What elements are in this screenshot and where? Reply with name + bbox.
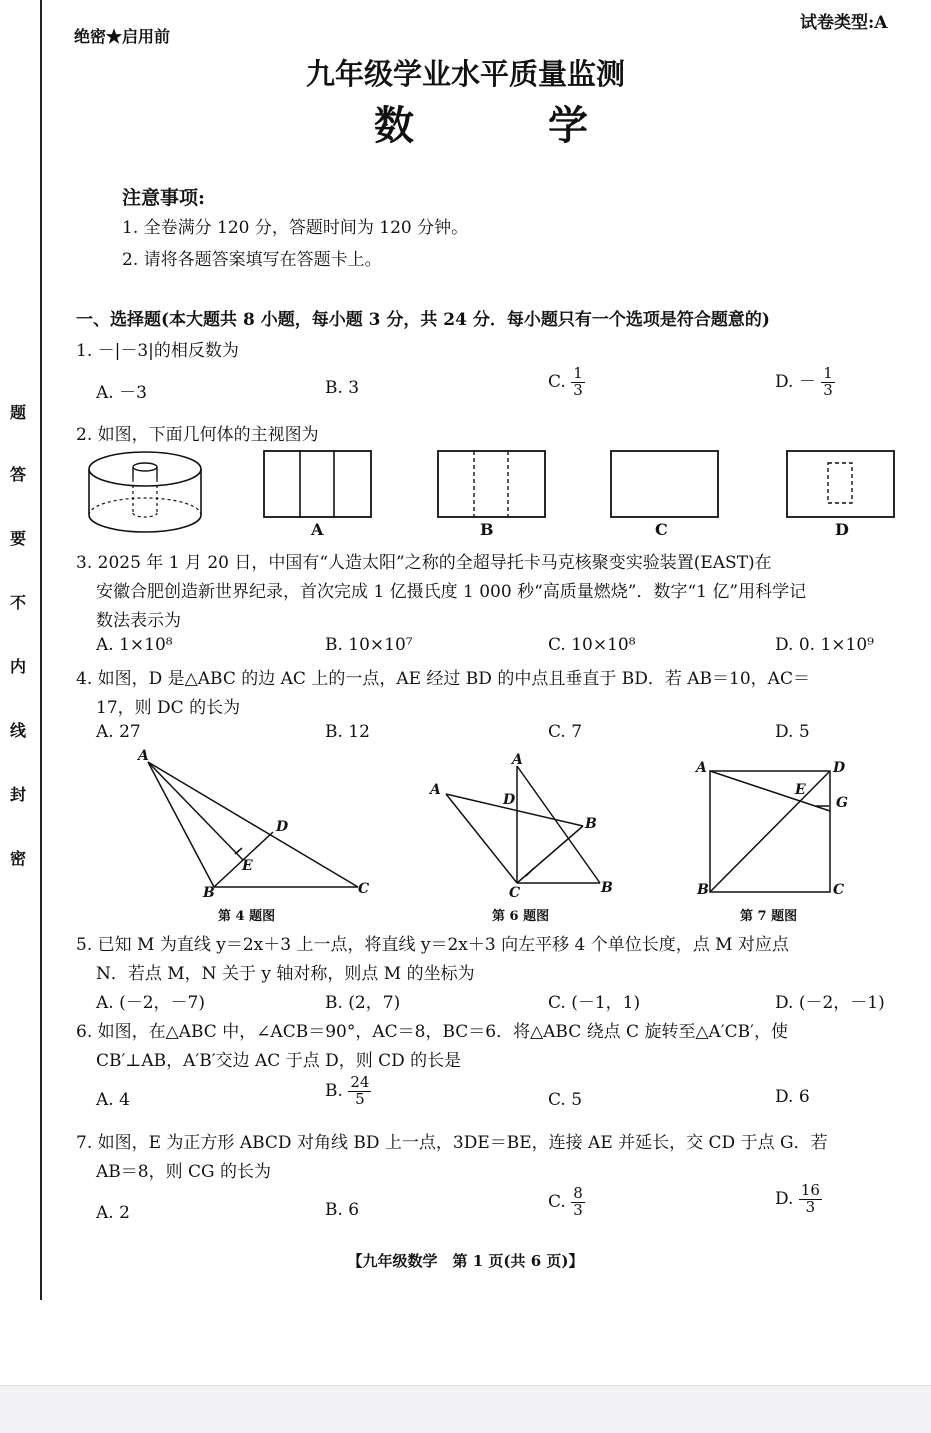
view-label-d: D [835,520,849,539]
q7-option-d [775,1183,822,1216]
seal-char: 线 [10,721,27,740]
q7-option-d-prefix: D. [775,1188,794,1209]
section-heading: 一、选择题(本大题共 8 小题，每小题 3 分，共 24 分．每小题只有一个选项是符合题意的) [76,310,770,330]
q1-option-d-prefix: D. － [775,371,816,392]
fig6-label-b-prime: B [585,816,597,832]
q7-option-c [548,1186,585,1219]
q6-option-d: D. 6 [775,1087,810,1107]
question-1-stem: 1. －|－3|的相反数为 [76,341,239,361]
q3-option-a: A. 1×10⁸ [96,635,173,655]
question-6-line-1: 6. 如图，在△ABC 中，∠ACB＝90°，AC＝8，BC＝6．将△ABC 绕点 C 旋转至△A′CB′，使 [76,1022,789,1042]
seal-char: 要 [10,529,27,548]
fig7-label-e: E [795,782,806,798]
fig6-label-d: D [503,792,516,808]
seal-line [40,0,42,1300]
question-4-line-1: 4. 如图，D 是△ABC 的边 AC 上的一点，AE 经过 BD 的中点且垂直于 BD．若 AB＝10，AC＝ [76,669,810,689]
q1-option-b: B. 3 [325,378,360,398]
fig6-label-c: C [509,885,521,901]
q6-option-c: C. 5 [548,1090,583,1110]
fig6-label-b: B [601,880,613,896]
fraction-den: 3 [573,380,583,399]
fraction-den: 3 [823,380,833,399]
q4-option-d: D. 5 [775,722,810,742]
fraction [571,1186,585,1219]
figure-4-diagram [130,750,380,900]
fig6-caption: 第 6 题图 [492,909,550,924]
fraction [571,366,585,399]
q5-option-c: C. (－1，1) [548,993,641,1013]
view-option-b [437,450,547,520]
question-7-line-2: AB＝8，则 CG 的长为 [96,1162,271,1182]
fig6-label-a: A [512,752,523,768]
fraction-num: 1 [573,364,583,382]
q3-option-b: B. 10×10⁷ [325,635,413,655]
question-4-line-2: 17，则 DC 的长为 [96,698,241,718]
q1-option-a: A. －3 [96,383,147,403]
fig4-label-e: E [242,858,253,874]
paper-type: 试卷类型:A [800,13,888,33]
q4-option-b: B. 12 [325,722,370,742]
q3-option-c: C. 10×10⁸ [548,635,636,655]
fig4-caption: 第 4 题图 [218,909,276,924]
page-footer: 【九年级数学 第 1 页(共 6 页)】 [347,1252,584,1270]
secret-label: 绝密★启用前 [74,27,171,46]
fraction-den: 3 [573,1200,583,1219]
q1-option-c [548,366,585,399]
seal-char: 封 [10,785,27,804]
seal-char: 密 [10,849,27,868]
fig7-label-g: G [836,795,848,811]
seal-char: 题 [10,403,27,422]
fig7-label-a: A [696,760,707,776]
fig7-label-d: D [833,760,846,776]
question-6-line-2: CB′⊥AB，A′B′交边 AC 于点 D，则 CD 的长是 [96,1051,462,1071]
notes-title: 注意事项: [122,187,206,209]
fraction [799,1183,822,1216]
notes-item-2: 2. 请将各题答案填写在答题卡上。 [122,250,382,270]
view-label-c: C [655,520,668,539]
cylinder-figure [84,447,206,539]
q5-option-b: B. (2，7) [325,993,401,1013]
fig4-label-a: A [138,748,149,764]
q3-option-d: D. 0. 1×10⁹ [775,635,874,655]
fig4-label-b: B [203,885,215,901]
fraction-num: 8 [573,1184,583,1202]
exam-title: 九年级学业水平质量监测 [305,57,625,91]
fig7-label-c: C [833,882,845,898]
fraction-den: 3 [805,1197,816,1216]
figure-7-diagram [695,755,845,905]
q4-option-c: C. 7 [548,722,583,742]
q5-option-a: A. (－2，－7) [96,993,205,1013]
fig4-label-d: D [276,819,289,835]
fraction-num: 16 [800,1181,820,1199]
view-label-a: A [311,520,324,539]
q1-option-c-prefix: C. [548,371,566,392]
question-3-line-1: 3. 2025 年 1 月 20 日，中国有“人造太阳”之称的全超导托卡马克核聚变实验装置(EAST)在 [76,553,772,573]
q7-option-b: B. 6 [325,1200,360,1220]
fraction [348,1075,371,1108]
view-option-d [786,450,896,520]
view-option-a [263,450,373,520]
seal-char: 答 [10,465,27,484]
fig7-caption: 第 7 题图 [740,909,798,924]
seal-char: 内 [10,657,27,676]
bottom-strip [0,1385,931,1433]
fig6-label-a-prime: A [430,782,441,798]
subject-title: 数 学 [374,102,606,149]
q7-option-a: A. 2 [96,1203,130,1223]
q5-option-d: D. (－2，－1) [775,993,885,1013]
q4-option-a: A. 27 [96,722,141,742]
fraction-num: 24 [350,1073,370,1091]
question-2-stem: 2. 如图，下面几何体的主视图为 [76,425,319,445]
q6-option-a: A. 4 [96,1090,130,1110]
fraction [821,366,835,399]
fig4-label-c: C [358,881,370,897]
seal-char: 不 [10,593,27,612]
q7-option-c-prefix: C. [548,1191,566,1212]
q6-option-b-prefix: B. [325,1080,343,1101]
question-7-line-1: 7. 如图，E 为正方形 ABCD 对角线 BD 上一点，3DE＝BE，连接 AE 并延长，交 CD 于点 G．若 [76,1133,828,1153]
q1-option-d [775,366,835,399]
view-option-c [610,450,720,520]
question-5-line-1: 5. 已知 M 为直线 y＝2x＋3 上一点，将直线 y＝2x＋3 向左平移 4 个单位长度，点 M 对应点 [76,935,789,955]
fraction-num: 1 [823,364,833,382]
view-label-b: B [480,520,494,539]
fig7-label-b: B [697,882,709,898]
notes-item-1: 1. 全卷满分 120 分，答题时间为 120 分钟。 [122,218,469,238]
q6-option-b [325,1075,371,1108]
fraction-den: 5 [355,1089,365,1108]
question-3-line-3: 数法表示为 [96,611,181,631]
question-5-line-2: N．若点 M，N 关于 y 轴对称，则点 M 的坐标为 [96,964,475,984]
question-3-line-2: 安徽合肥创造新世界纪录，首次完成 1 亿摄氏度 1 000 秒“高质量燃烧”．数字“1 亿”用科学记 [96,582,807,602]
